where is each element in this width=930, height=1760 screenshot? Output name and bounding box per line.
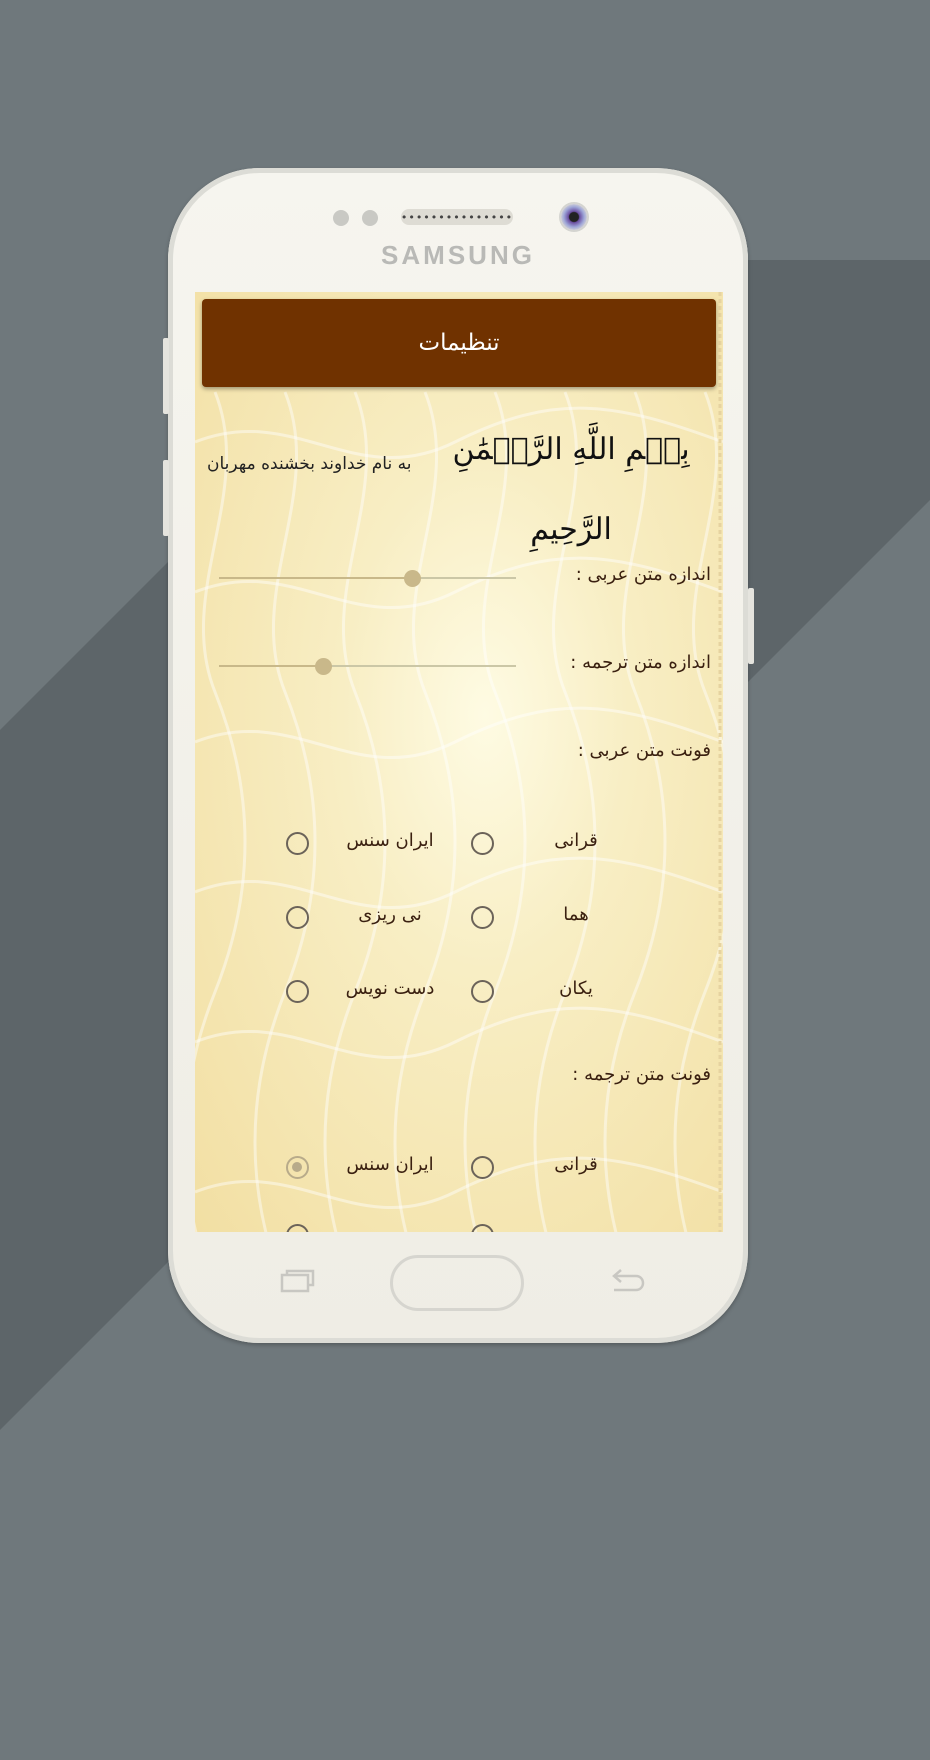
bismillah-arabic xyxy=(441,410,701,570)
front-camera xyxy=(561,204,587,230)
font-radio-yekan[interactable] xyxy=(471,980,494,1003)
translation-font-label: فونت متن ترجمه : xyxy=(572,1064,711,1085)
proximity-sensor xyxy=(333,210,349,226)
arabic-size-label: اندازه متن عربی : xyxy=(575,564,711,585)
volume-down-button xyxy=(163,460,169,536)
light-sensor xyxy=(362,210,378,226)
home-button[interactable] xyxy=(390,1255,524,1311)
font-radio-qurani[interactable] xyxy=(471,832,494,855)
earpiece-speaker: ••••••••••••••• xyxy=(400,210,514,224)
font-option-label: یکان xyxy=(559,978,593,999)
arabic-size-slider[interactable] xyxy=(219,566,516,590)
font-radio-iransans[interactable] xyxy=(286,832,309,855)
slider-thumb[interactable] xyxy=(315,658,332,675)
page-title: تنظیمات xyxy=(418,330,500,356)
radio-selected-dot xyxy=(292,1162,302,1172)
translation-size-label: اندازه متن ترجمه : xyxy=(570,652,711,673)
app-bar xyxy=(202,299,716,387)
translation-size-slider[interactable] xyxy=(219,654,516,678)
recent-apps-icon[interactable] xyxy=(280,1268,316,1294)
font-option-label: دست نویس xyxy=(345,978,435,999)
bismillah-line-1: بِسۡمِ اللَّهِ الرَّحۡمَٰنِ xyxy=(452,432,690,467)
font-option-label: ایران سنس xyxy=(346,1154,434,1175)
font-radio-neyrizi[interactable] xyxy=(286,906,309,929)
font-option-label: قرانی xyxy=(554,1154,598,1175)
volume-up-button xyxy=(163,338,169,414)
app-screen xyxy=(195,292,723,1232)
font-option-label: قرانی xyxy=(554,830,598,851)
slider-fill xyxy=(219,665,323,667)
brand-logo: SAMSUNG xyxy=(381,240,535,270)
font-radio-homa[interactable] xyxy=(471,906,494,929)
slider-fill xyxy=(219,577,412,579)
back-icon[interactable] xyxy=(608,1268,646,1296)
bismillah-translation: به نام خداوند بخشنده مهربان xyxy=(207,454,412,474)
font-option-label: هما xyxy=(563,904,589,925)
translation-font-radio-qurani[interactable] xyxy=(471,1156,494,1179)
font-option-label: ایران سنس xyxy=(346,830,434,851)
font-option-label: نی ریزی xyxy=(358,904,422,925)
bismillah-line-2: الرَّحِیمِ xyxy=(530,512,612,547)
font-radio-dastnevis[interactable] xyxy=(286,980,309,1003)
slider-thumb[interactable] xyxy=(404,570,421,587)
power-button xyxy=(748,588,754,664)
translation-font-radio-iransans[interactable] xyxy=(286,1156,309,1179)
arabic-font-label: فونت متن عربی : xyxy=(577,740,711,761)
